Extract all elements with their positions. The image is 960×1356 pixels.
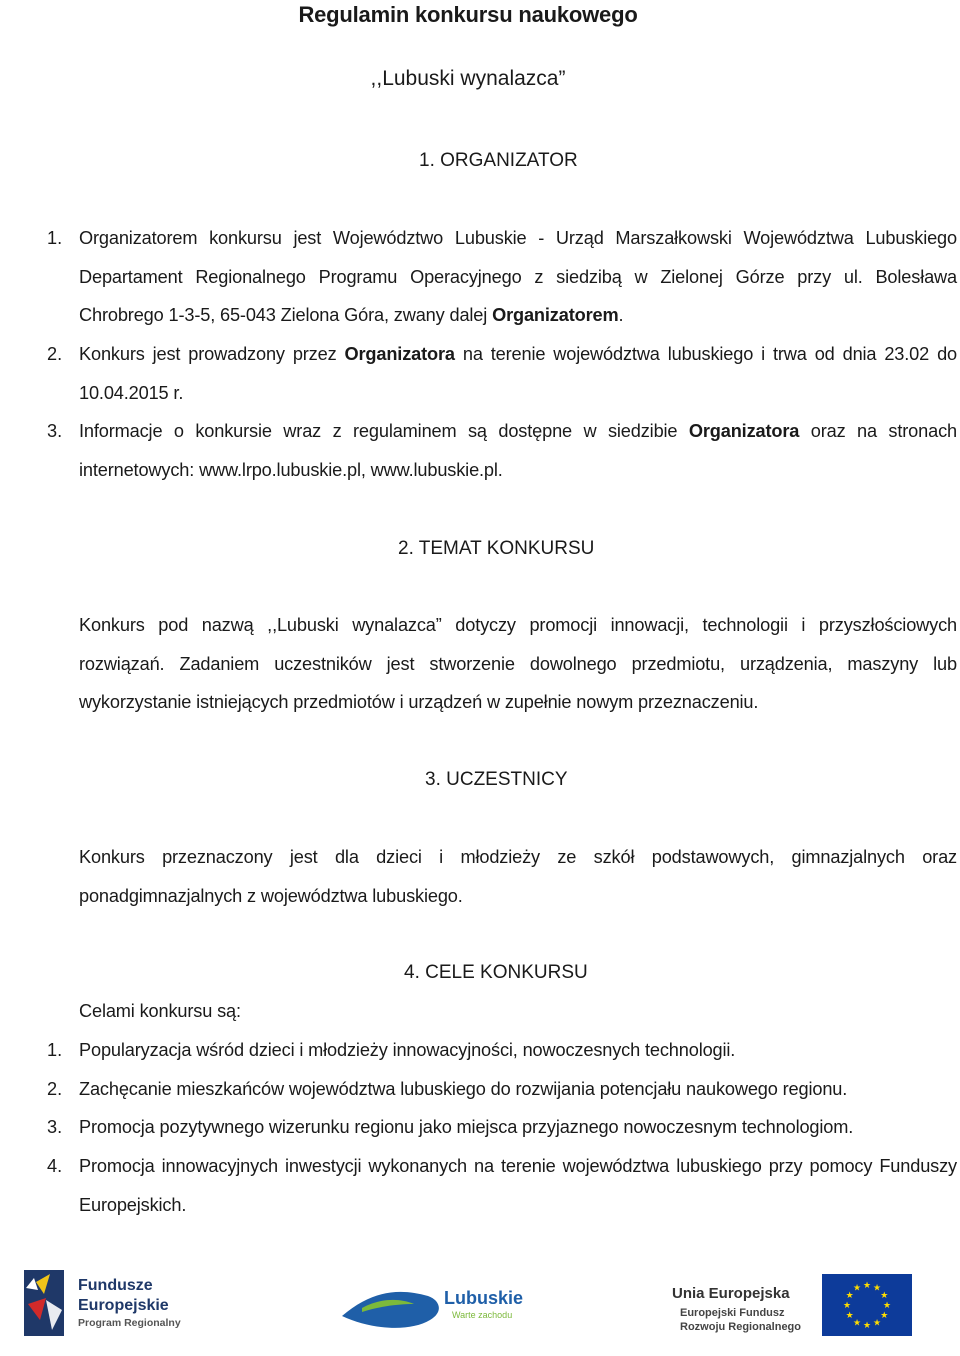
fe-line1: Fundusze bbox=[78, 1277, 153, 1294]
lubuskie-tagline: Warte zachodu bbox=[452, 1310, 513, 1320]
list-item-text: Promocja innowacyjnych inwestycji wykonanych na terenie województwa lubuskiego przy pomocy Funduszy Europejskich. bbox=[79, 1156, 957, 1215]
list-item-text: Organizatorem konkursu jest Województwo Lubuskie - Urząd Marszałkowski Województwa Lubuskiego Departament Regionalnego Programu Operacyjnego z siedzibą w Zielonej Górze przy ul. Bolesława Chrobrego 1-3-5, 65-043 Zielona Góra, zwany dalej Organizatorem. bbox=[79, 228, 957, 326]
eu-star-icon: ★ bbox=[862, 1281, 872, 1291]
list-item-number: 2. bbox=[47, 1079, 63, 1099]
section-paragraph: Konkurs pod nazwą ,,Lubuski wynalazca” dotyczy promocji innowacji, technologii i przyszłościowych rozwiązań. Zadaniem uczestników jest stworzenie dowolnego przedmiotu, urządzenia, maszyny lub wykorzystanie istniejących przedmiotów i urządzeń w zupełnie nowym przeznaczeniu. bbox=[79, 615, 957, 713]
list-item-text: Zachęcanie mieszkańców województwa lubuskiego do rozwijania potencjału naukowego regionu. bbox=[79, 1079, 848, 1099]
eu-star-icon: ★ bbox=[862, 1321, 872, 1331]
fe-line3: Program Regionalny bbox=[78, 1317, 181, 1329]
bold-term: Organizatorem bbox=[492, 305, 619, 326]
document-subtitle: ,,Lubuski wynalazca” bbox=[370, 67, 566, 90]
list-item-number: 1. bbox=[47, 228, 63, 248]
eu-star-icon: ★ bbox=[845, 1311, 854, 1321]
section-heading-uczestnicy: 3. UCZESTNICY bbox=[425, 769, 568, 790]
list-item-number: 1. bbox=[47, 1040, 63, 1060]
section-heading-cele: 4. CELE KONKURSU bbox=[404, 962, 588, 983]
eu-star-icon: ★ bbox=[880, 1291, 889, 1301]
list-item-number: 3. bbox=[47, 421, 63, 441]
ue-line3: Rozwoju Regionalnego bbox=[680, 1321, 801, 1333]
section-intro: Celami konkursu są: bbox=[79, 1001, 241, 1021]
eu-star-icon: ★ bbox=[880, 1311, 889, 1321]
eu-star-icon: ★ bbox=[852, 1318, 862, 1329]
lubuskie-logo bbox=[342, 1288, 523, 1328]
lubuskie-name: Lubuskie bbox=[444, 1288, 524, 1308]
list-item-text: Informacje o konkursie wraz z regulaminem są dostępne w siedzibie Organizatora oraz na stronach internetowych: www.lrpo.lubuskie.pl, www.lubuskie.pl. bbox=[79, 421, 957, 480]
eu-star-icon: ★ bbox=[872, 1283, 882, 1294]
eu-star-icon: ★ bbox=[882, 1301, 892, 1311]
bold-term: Organizatora bbox=[688, 421, 800, 441]
eu-star-icon: ★ bbox=[842, 1301, 852, 1311]
list-item-text: Konkurs jest prowadzony przez Organizatora na terenie województwa lubuskiego i trwa od dnia 23.02 do 10.04.2015 r. bbox=[79, 344, 957, 403]
list-item-text: Popularyzacja wśród dzieci i młodzieży innowacyjności, nowoczesnych technologii. bbox=[79, 1040, 736, 1060]
eu-star-icon: ★ bbox=[845, 1291, 854, 1301]
list-item-text: Promocja pozytywnego wizerunku regionu jako miejsca przyjaznego nowoczesnym technologiom. bbox=[79, 1117, 854, 1137]
footer-logos bbox=[0, 1260, 960, 1356]
ue-line1: Unia Europejska bbox=[672, 1285, 790, 1302]
list-item-number: 3. bbox=[47, 1117, 63, 1137]
fe-line2: Europejskie bbox=[78, 1297, 169, 1314]
document-title: Regulamin konkursu naukowego bbox=[298, 2, 638, 27]
ue-line2: Europejski Fundusz bbox=[680, 1307, 785, 1319]
eu-star-icon: ★ bbox=[872, 1318, 882, 1329]
unia-europejska-logo bbox=[672, 1274, 912, 1336]
eu-star-icon: ★ bbox=[852, 1283, 862, 1294]
section-heading-organizator: 1. ORGANIZATOR bbox=[419, 150, 578, 171]
fundusze-europejskie-logo bbox=[24, 1270, 181, 1336]
section-heading-temat: 2. TEMAT KONKURSU bbox=[398, 538, 595, 559]
list-item-number: 4. bbox=[47, 1156, 63, 1176]
lubuskie-blue-swoosh bbox=[342, 1292, 439, 1328]
list-item-number: 2. bbox=[47, 344, 63, 364]
bold-term: Organizatora bbox=[344, 344, 455, 364]
section-paragraph: Konkurs przeznaczony jest dla dzieci i młodzieży ze szkół podstawowych, gimnazjalnych oraz ponadgimnazjalnych z województwa lubuskiego. bbox=[79, 847, 957, 906]
